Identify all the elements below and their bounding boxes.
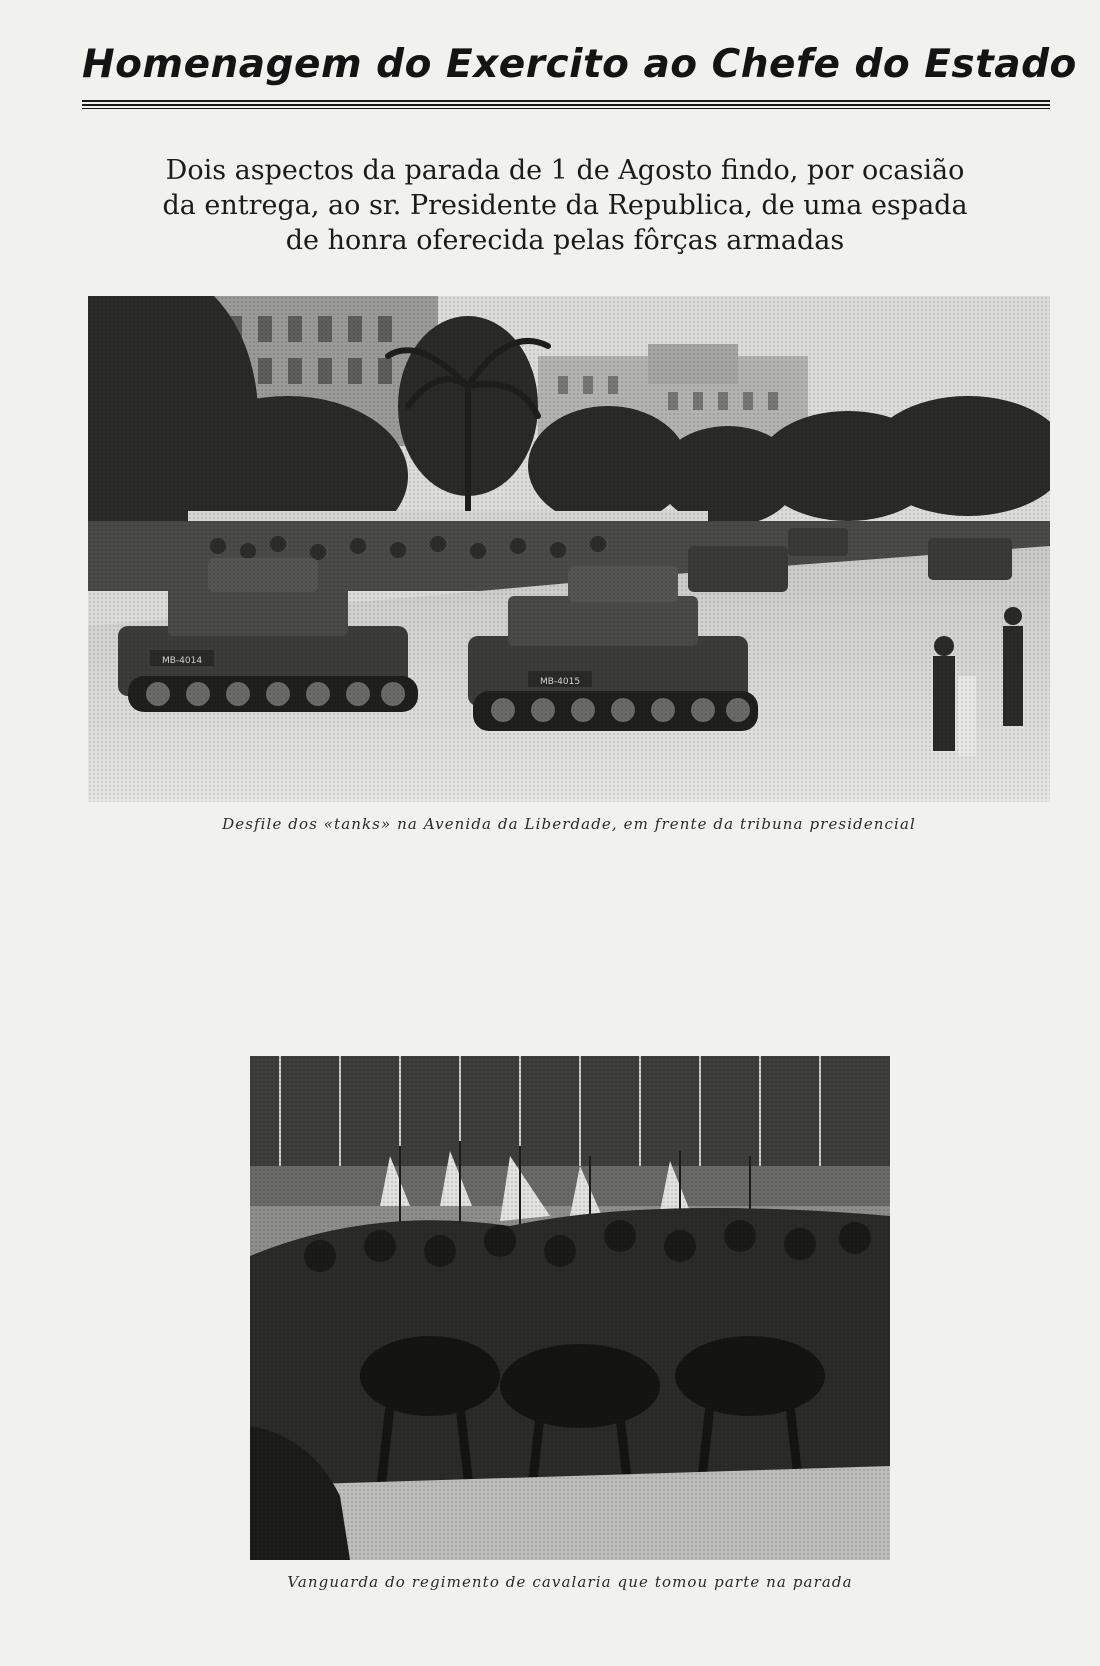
headline-rule-thin	[82, 108, 1050, 109]
headline-rule-thick	[82, 100, 1050, 102]
subheading-line-2: da entrega, ao sr. Presidente da Republica, de uma espada	[162, 190, 968, 221]
subheading-line-3: de honra oferecida pelas fôrças armadas	[285, 225, 845, 256]
photo-tanks-parade	[88, 296, 1050, 802]
subheading-line-1: Dois aspectos da parada de 1 de Agosto findo, por ocasião	[165, 155, 965, 186]
headline-rule-middle	[82, 104, 1050, 106]
photo-cavalry-vanguard	[250, 1056, 890, 1560]
subheading	[110, 153, 1020, 258]
caption-cavalry-photo: Vanguarda do regimento de cavalaria que tomou parte na parada	[287, 1573, 853, 1591]
caption-tanks-photo: Desfile dos «tanks» na Avenida da Liberdade, em frente da tribuna presidencial	[222, 815, 916, 833]
page-headline: Homenagem do Exercito ao Chefe do Estado	[82, 42, 1077, 87]
